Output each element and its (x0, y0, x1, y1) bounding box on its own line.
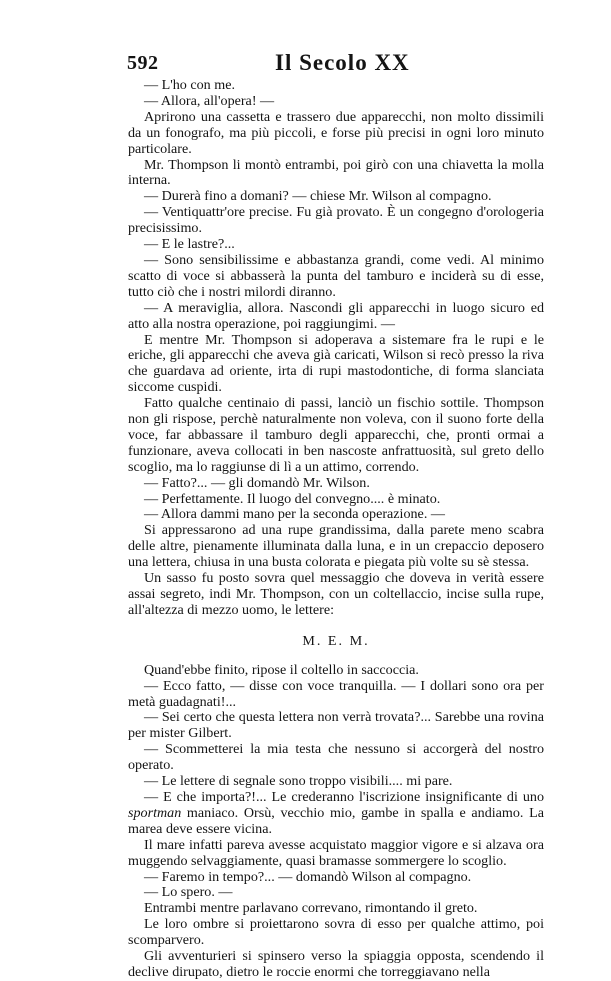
body-text (128, 78, 544, 981)
paragraph: — Sono sensibilissime e abbastanza grandi, come vedi. Al minimo scatto di voce si abbasserà la punta del tamburo e inciderà su di esse, tutto ciò che i nostri milordi diranno. (128, 251, 544, 300)
text-run: maniaco. Orsù, vecchio mio, gambe in spalla e andiamo. La marea deve essere vicina. (128, 804, 544, 837)
paragraph: Gli avventurieri si spinsero verso la spiaggia opposta, scendendo il declive dirupato, dietro le roccie enormi che torreggiavano nella (128, 948, 544, 980)
paragraph: Il mare infatti pareva avesse acquistato maggior vigore e si alzava ora muggendo selvaggiamente, quasi bramasse sommergere lo scoglio. (128, 836, 544, 869)
paragraph: Mr. Thompson li montò entrambi, poi girò con una chiavetta la molla interna. (128, 156, 544, 189)
paragraph: Quand'ebbe finito, ripose il coltello in saccoccia. (144, 661, 419, 678)
paragraph: — Allora dammi mano per la seconda operazione. — (144, 506, 445, 523)
paragraph: — Allora, all'opera! — (144, 92, 275, 109)
carved-letters: M. E. M. (302, 632, 370, 649)
paragraph: Si appressarono ad una rupe grandissima, dalla parete meno scabra delle altre, pienamente illuminata dalla luna, e in un crepaccio deposero una lettera, chiusa in una busta colorata e piegata più volte su sè stessa. (128, 522, 544, 571)
running-title: Il Secolo XX (275, 50, 410, 75)
paragraph: — L'ho con me. (144, 77, 235, 93)
paragraph: Entrambi mentre parlavano correvano, rimontando il greto. (144, 900, 478, 917)
paragraph: — Ecco fatto, — disse con voce tranquilla. — I dollari sono ora per metà guadagnati!... (128, 677, 544, 710)
paragraph: Fatto qualche centinaio di passi, lanciò un fischio sottile. Thompson non gli rispose, perchè naturalmente non voleva, con il suono forte della voce, far abbassare il tamburo degli apparecchi, che, pronti ormai a funzionare, aveva collocati in ben nascoste anfrattuosità, sul greto dello scoglio, ma lo raggiunse di lì a un attimo, correndo. (128, 395, 544, 475)
paragraph: E mentre Mr. Thompson si adoperava a sistemare fra le rupi e le eriche, gli apparecchi che aveva già caricati, Wilson si recò presso la riva che guardava ad oriente, irta di rupi mastodontiche, di forma slanciata siccome cuspidi. (128, 331, 544, 396)
paragraph: — Fatto?... — gli domandò Mr. Wilson. (144, 474, 370, 491)
paragraph: — Durerà fino a domani? — chiese Mr. Wilson al compagno. (144, 188, 492, 205)
paragraph: Un sasso fu posto sovra quel messaggio che doveva in verità essere assai segreto, indi Mr. Thompson, con un coltellaccio, incise sulla rupe, all'altezza di mezzo uomo, le lettere: (128, 570, 544, 618)
paragraph: — Perfettamente. Il luogo del convegno.... è minato. (144, 490, 441, 507)
paragraph: — A meraviglia, allora. Nascondi gli apparecchi in luogo sicuro ed atto alla nostra operazione, poi raggiungimi. — (128, 299, 544, 332)
paragraph: Aprirono una cassetta e trassero due apparecchi, non molto dissimili da un fonografo, ma più piccoli, e forse più precisi in ogni loro minuto particolare. (128, 108, 544, 157)
paragraph: — Le lettere di segnale sono troppo visibili.... mi pare. (144, 773, 453, 790)
paragraph: Le loro ombre si proiettarono sovra di esso per qualche attimo, poi scomparvero. (128, 916, 544, 949)
paragraph: — E le lastre?... (144, 236, 235, 253)
text-run: — E che importa?!... Le crederanno l'iscrizione insignificante di uno (144, 788, 544, 805)
paragraph: — Ventiquattr'ore precise. Fu già provato. È un congegno d'orologeria precisissimo. (128, 204, 544, 237)
paragraph: — Faremo in tempo?... — domandò Wilson al compagno. (144, 868, 472, 885)
paragraph: — Scommetterei la mia testa che nessuno si accorgerà del nostro operato. (128, 741, 544, 774)
page-number: 592 (127, 52, 159, 74)
paragraph (128, 790, 544, 838)
italic-word: sportman (128, 804, 182, 821)
paragraph: — Sei certo che questa lettera non verrà trovata?... Sarebbe una rovina per mister Gilbert. (128, 709, 544, 742)
paragraph: — Lo spero. — (144, 884, 233, 901)
